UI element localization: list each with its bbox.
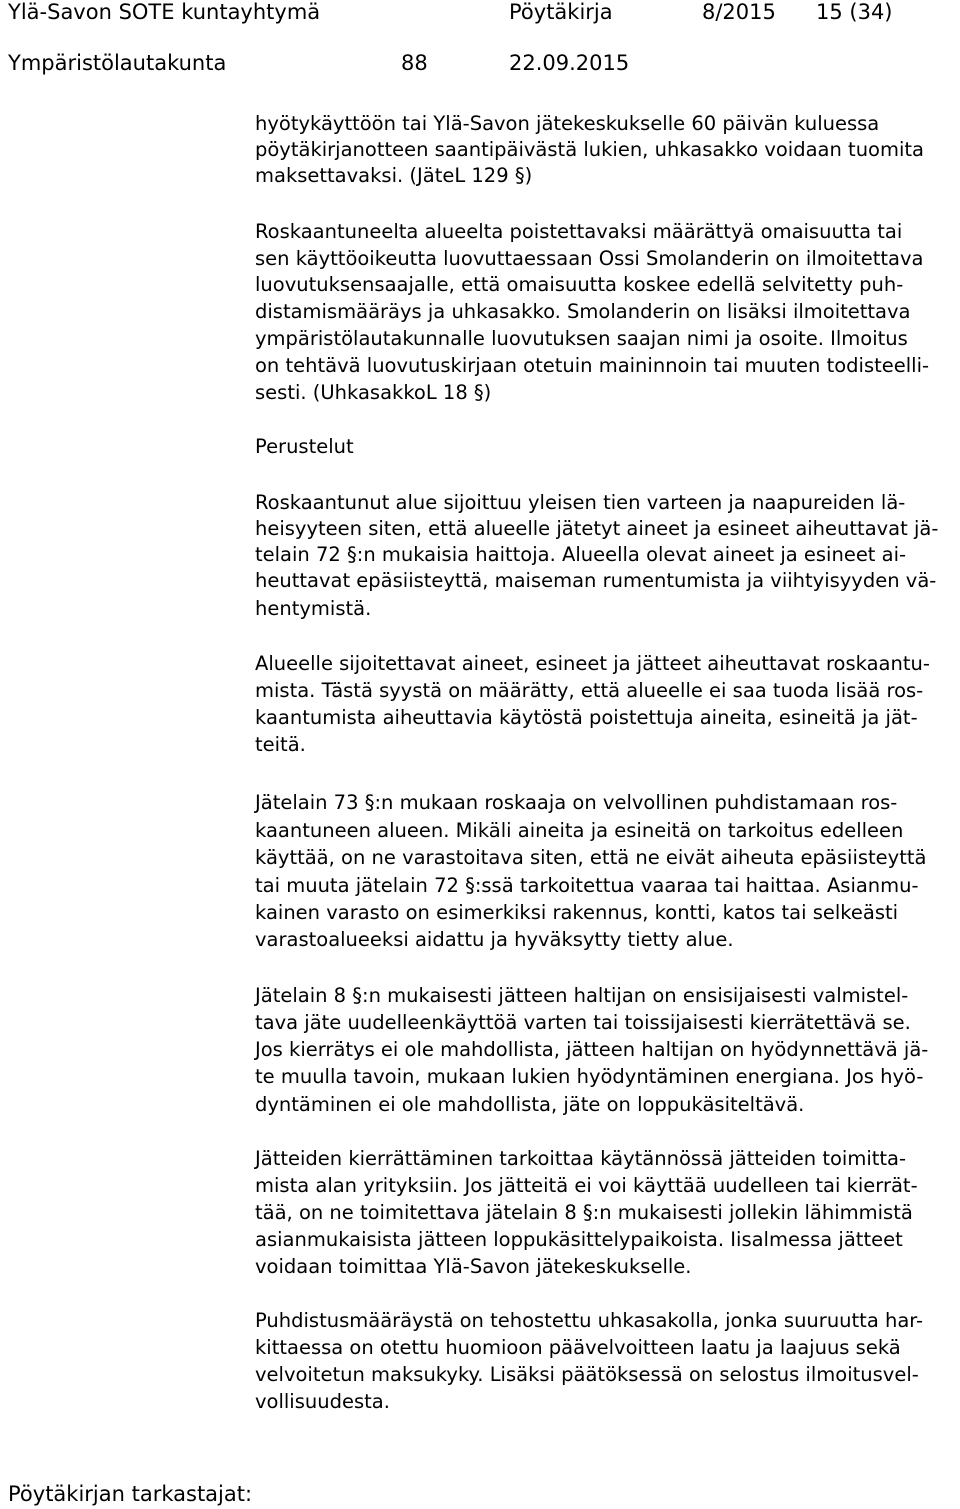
paragraph-line: voidaan toimittaa Ylä-Savon jätekeskukselle. (255, 1255, 692, 1278)
paragraph-line: Jätteiden kierrättäminen tarkoittaa käytännössä jätteiden toimitta- (255, 1147, 907, 1170)
paragraph-line: kittaessa on otettu huomioon päävelvoitteen laatu ja laajuus sekä (255, 1336, 901, 1359)
paragraph-line: dyntäminen ei ole mahdollista, jäte on loppukäsiteltävä. (255, 1093, 805, 1116)
header-doc-type: Pöytäkirja (509, 0, 613, 24)
paragraph-line: Jätelain 8 §:n mukaisesti jätteen haltijan on ensisijaisesti valmistel- (255, 984, 909, 1007)
paragraph-line: tää, on ne toimitettava jätelain 8 §:n mukaisesti jollekin lähimmistä (255, 1201, 913, 1224)
header-organization: Ylä-Savon SOTE kuntayhtymä (8, 0, 321, 24)
paragraph-line: pöytäkirjanotteen saantipäivästä lukien, uhkasakko voidaan tuomita (255, 138, 924, 161)
paragraph-line: teitä. (255, 733, 306, 756)
paragraph-line: hentymistä. (255, 597, 372, 620)
paragraph-line: velvoitetun maksukyky. Lisäksi päätöksessä on selostus ilmoitusvel- (255, 1363, 919, 1386)
paragraph-line: heisyyteen siten, että alueelle jätetyt aineet ja esineet aiheuttavat jä- (255, 517, 939, 540)
header-doc-number: 8/2015 (702, 0, 776, 24)
paragraph-line: tava jäte uudelleenkäyttöä varten tai toissijaisesti kierrätettävä se. (255, 1011, 911, 1034)
footer-reviewers-label: Pöytäkirjan tarkastajat: (8, 1482, 253, 1506)
paragraph-line: heuttavat epäsiisteyttä, maiseman rumentumista ja viihtyisyyden vä- (255, 569, 937, 592)
paragraph-line: asianmukaisista jätteen loppukäsittelypaikoista. Iisalmessa jätteet (255, 1228, 903, 1251)
paragraph-line: maksettavaksi. (JäteL 129 §) (255, 164, 533, 187)
paragraph-line: sen käyttöoikeutta luovuttaessaan Ossi Smolanderin on ilmoitettava (255, 247, 924, 270)
paragraph-line: Roskaantunut alue sijoittuu yleisen tien varteen ja naapureiden lä- (255, 491, 906, 514)
paragraph-line: mista alan yrityksiin. Jos jätteitä ei voi käyttää uudelleen tai kierrät- (255, 1174, 918, 1197)
paragraph-line: Jos kierrätys ei ole mahdollista, jätteen haltijan on hyödynnettävä jä- (255, 1038, 929, 1061)
paragraph-line: te muulla tavoin, mukaan lukien hyödyntäminen energiana. Jos hyö- (255, 1065, 924, 1088)
section-heading: Perustelut (255, 435, 354, 458)
paragraph-line: mista. Tästä syystä on määrätty, että alueelle ei saa tuoda lisää ros- (255, 679, 924, 702)
header-page: 15 (34) (816, 0, 893, 24)
paragraph-line: Roskaantuneelta alueelta poistettavaksi määrättyä omaisuutta tai (255, 220, 903, 243)
paragraph-line: distamismääräys ja uhkasakko. Smolanderin on lisäksi ilmoitettava (255, 300, 911, 323)
header-committee: Ympäristölautakunta (8, 51, 227, 75)
header-section: 88 (401, 51, 428, 75)
paragraph-line: kaantuneen alueen. Mikäli aineita ja esineitä on tarkoitus edelleen (255, 819, 904, 842)
paragraph-line: käyttää, on ne varastoitava siten, että ne eivät aiheuta epäsiisteyttä (255, 846, 927, 869)
paragraph-line: telain 72 §:n mukaisia haittoja. Alueella olevat aineet ja esineet ai- (255, 543, 907, 566)
paragraph-line: kaantumista aiheuttavia käytöstä poistettuja aineita, esineitä ja jät- (255, 706, 918, 729)
paragraph-line: on tehtävä luovutuskirjaan otetuin maininnoin tai muuten todisteelli- (255, 354, 930, 377)
paragraph-line: kainen varasto on esimerkiksi rakennus, kontti, katos tai selkeästi (255, 901, 899, 924)
header-date: 22.09.2015 (509, 51, 630, 75)
paragraph-line: luovutuksensaajalle, että omaisuutta koskee edellä selvitetty puh- (255, 273, 904, 296)
paragraph-line: vollisuudesta. (255, 1390, 390, 1413)
paragraph-line: hyötykäyttöön tai Ylä-Savon jätekeskukselle 60 päivän kuluessa (255, 112, 880, 135)
paragraph-line: tai muuta jätelain 72 §:ssä tarkoitettua vaaraa tai haittaa. Asianmu- (255, 874, 919, 897)
paragraph-line: Alueelle sijoitettavat aineet, esineet ja jätteet aiheuttavat roskaantu- (255, 652, 930, 675)
paragraph-line: varastoalueeksi aidattu ja hyväksytty tietty alue. (255, 928, 734, 951)
paragraph-line: ympäristölautakunnalle luovutuksen saajan nimi ja osoite. Ilmoitus (255, 327, 908, 350)
paragraph-line: Jätelain 73 §:n mukaan roskaaja on velvollinen puhdistamaan ros- (255, 791, 898, 814)
paragraph-line: Puhdistusmääräystä on tehostettu uhkasakolla, jonka suuruutta har- (255, 1309, 924, 1332)
paragraph-line: sesti. (UhkasakkoL 18 §) (255, 381, 492, 404)
